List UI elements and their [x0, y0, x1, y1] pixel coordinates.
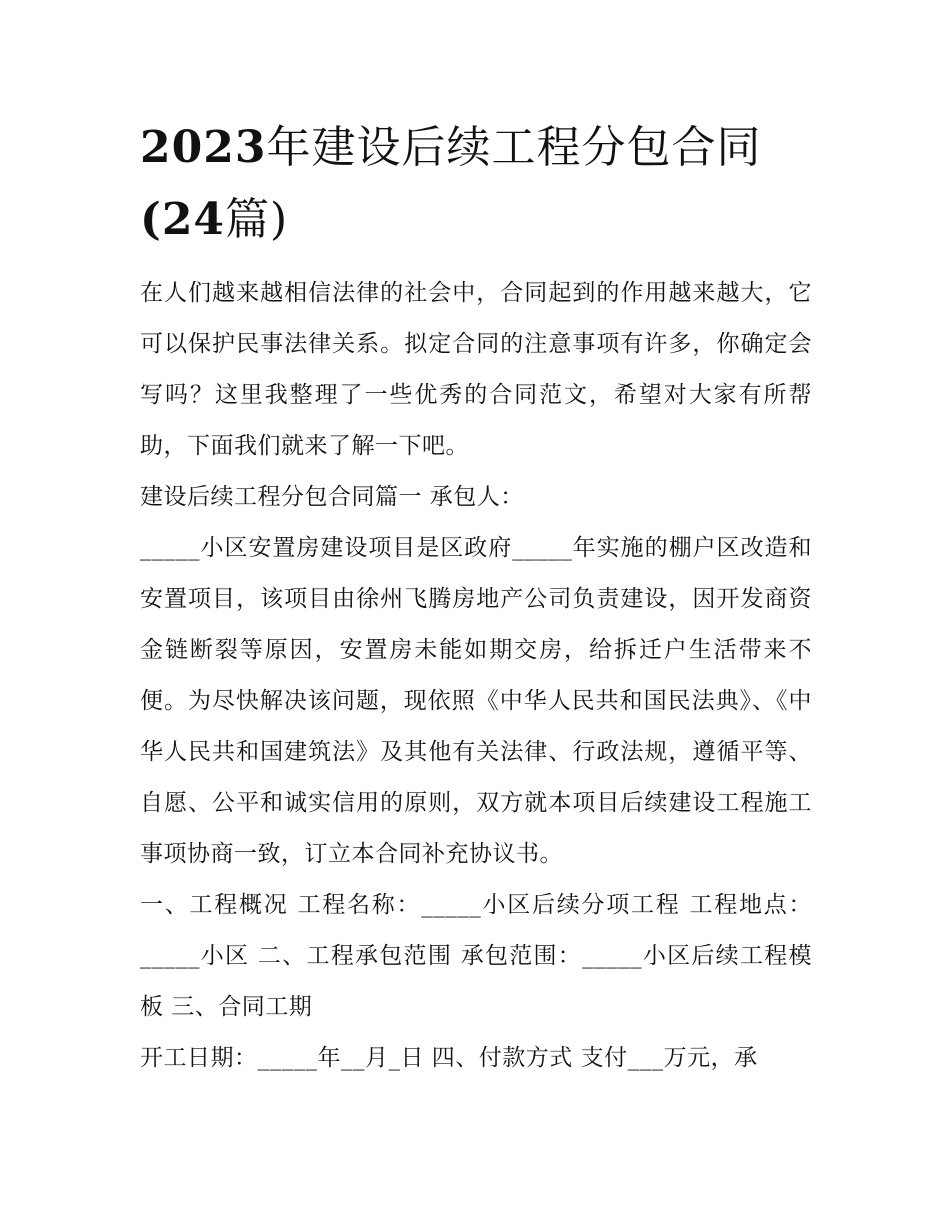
intro-paragraph: 在人们越来越相信法律的社会中，合同起到的作用越来越大，它可以保护民事法律关系。拟定合同的注意事项有许多，你确定会写吗？这里我整理了一些优秀的合同范文，希望对大家有所帮助，下面我们就来了解一下吧。	[140, 280, 812, 459]
title-text: 年建设后续工程分包合同	[266, 122, 762, 173]
background-paragraph: _____小区安置房建设项目是区政府_____年实施的棚户区改造和安置项目，该项目由徐州飞腾房地产公司负责建设，因开发商资金链断裂等原因，安置房未能如期交房，给拆迁户生活带来不便。为尽快解决该问题，现依照《中华人民共和国民法典》、《中华人民共和国建筑法》及其他有关法律、行政法规，遵循平等、自愿、公平和诚实信用的原则，双方就本项目后续建设工程施工事项协商一致，订立本合同补充协议书。	[140, 535, 812, 867]
title-count-suffix: 篇)	[225, 194, 289, 245]
document-page	[140, 112, 812, 1084]
section-heading-contract-one: 建设后续工程分包合同篇一 承包人：	[140, 484, 524, 510]
title-count: (24	[140, 194, 226, 245]
title-year: 2023	[140, 122, 267, 173]
document-title	[140, 112, 812, 256]
schedule-payment-paragraph: 开工日期：_____年__月_日 四、付款方式 支付___万元，承	[140, 1045, 758, 1071]
project-overview-paragraph: 一、工程概况 工程名称：_____小区后续分项工程 工程地点：_____小区 二、工程承包范围 承包范围：_____小区后续工程模板 三、合同工期	[140, 892, 812, 1020]
